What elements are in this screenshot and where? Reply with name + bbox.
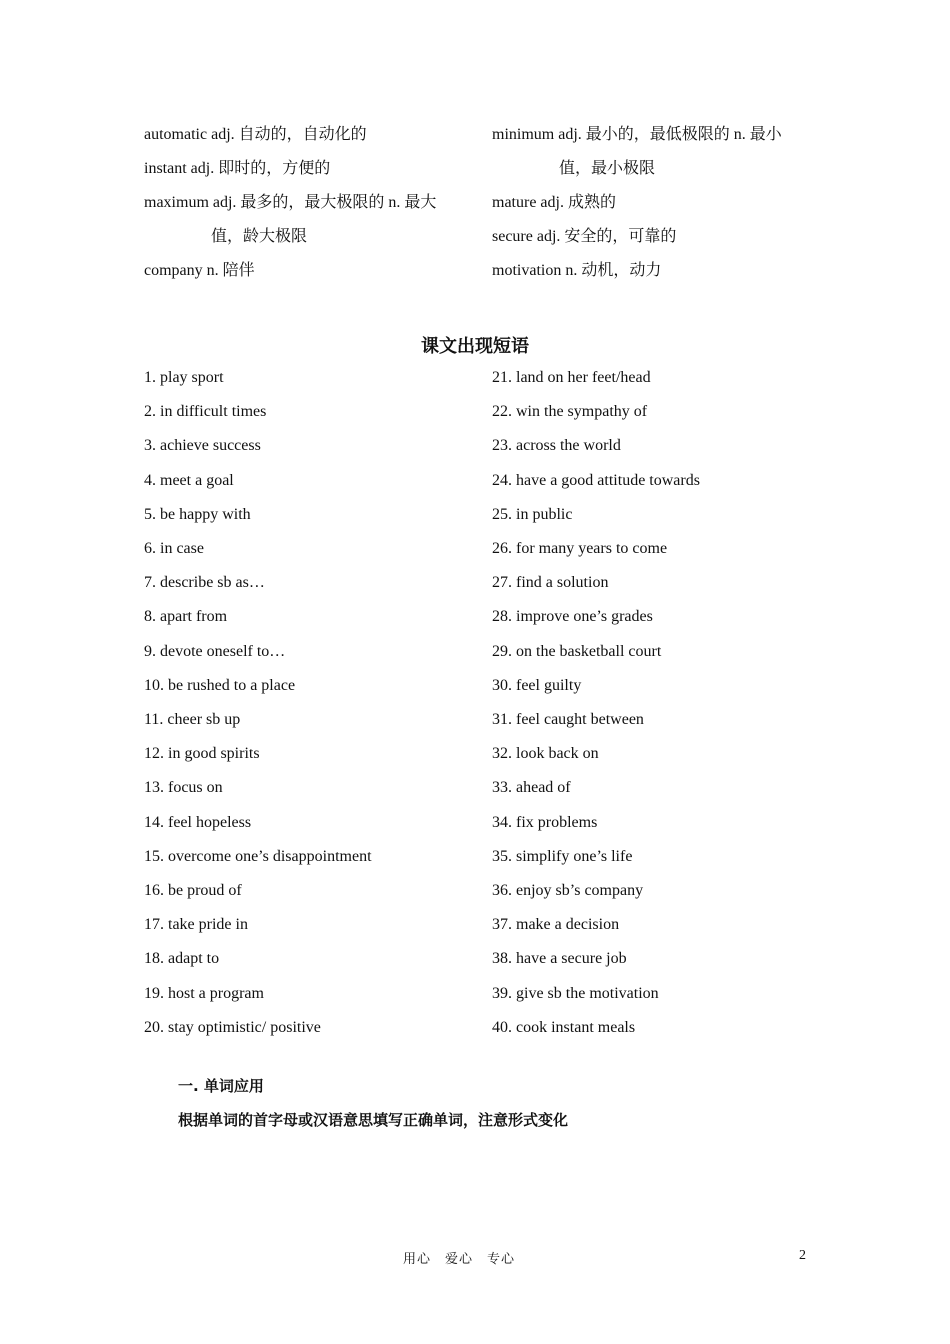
vocab-text: minimum adj. 最小的，最低极限的 n. 最小 [492,126,782,143]
phrase-item: 35. simplify one’s life [492,847,633,865]
phrase-item: 10. be rushed to a place [144,676,296,694]
phrase-item: 23. across the world [492,437,621,455]
phrase-row [144,366,824,400]
vocab-entry [144,124,484,146]
phrase-row [144,469,824,503]
phrase-item: 13. focus on [144,779,223,797]
phrase-item: 29. on the basketball court [492,642,662,660]
phrase-item: 19. host a program [144,984,264,1002]
phrase-item: 37. make a decision [492,916,620,934]
vocab-text: motivation n. 动机，动力 [492,262,662,279]
phrase-item: 4. meet a goal [144,471,234,489]
phrase-item: 25. in public [492,505,573,523]
phrase-row [144,434,824,468]
vocab-entry [492,192,822,214]
phrase-item: 7. describe sb as… [144,574,265,592]
phrase-item: 17. take pride in [144,916,248,934]
phrase-item: 11. cheer sb up [144,711,241,728]
phrase-row [144,913,824,947]
vocab-text: maximum adj. 最多的，最大极限的 n. 最大 [144,194,437,211]
vocabulary-column-left [144,124,484,294]
vocab-continuation: 值，龄大极限 [211,228,308,245]
phrase-item: 22. win the sympathy of [492,403,648,421]
phrase-item: 16. be proud of [144,882,242,899]
vocab-text: company n. 陪伴 [144,262,255,279]
phrase-item: 32. look back on [492,745,599,763]
phrase-item: 33. ahead of [492,779,571,797]
phrase-item: 24. have a good attitude towards [492,471,700,489]
phrase-item: 5. be happy with [144,505,251,523]
vocab-text: automatic adj. 自动的，自动化的 [144,126,367,143]
vocab-text: mature adj. 成熟的 [492,194,616,211]
phrase-row [144,605,824,639]
vocab-entry [144,158,484,180]
phrase-item: 21. land on her feet/head [492,369,651,386]
phrase-item: 3. achieve success [144,437,261,455]
phrase-item: 28. improve one’s grades [492,608,653,626]
page-number: 2 [799,1248,806,1263]
exercise-title: 一. 单词应用 [178,1077,264,1095]
phrase-row [144,879,824,913]
phrase-item: 8. apart from [144,608,228,626]
vocab-continuation: 值，最小极限 [559,160,656,177]
phrase-row [144,1016,824,1050]
vocab-entry [492,260,822,282]
phrase-item: 31. feel caught between [492,711,644,728]
phrase-item: 30. feel guilty [492,676,582,694]
phrase-item: 36. enjoy sb’s company [492,882,644,899]
vocab-entry [144,260,484,282]
phrase-item: 15. overcome one’s disappointment [144,847,372,865]
phrase-item: 18. adapt to [144,950,220,968]
phrase-item: 39. give sb the motivation [492,984,659,1002]
phrase-row [144,742,824,776]
phrase-row [144,503,824,537]
phrase-item: 34. fix problems [492,813,598,831]
phrase-row [144,674,824,708]
phrase-row [144,947,824,981]
phrase-item: 12. in good spirits [144,745,260,763]
phrase-row [144,708,824,742]
phrase-item: 40. cook instant meals [492,1018,636,1036]
vocab-entry [492,124,822,180]
phrase-item: 1. play sport [144,369,224,386]
vocab-entry [492,226,822,248]
phrase-row [144,571,824,605]
phrase-item: 14. feel hopeless [144,813,252,831]
phrase-row [144,640,824,674]
exercise-instruction: 根据单词的首字母或汉语意思填写正确单词，注意形式变化 [178,1111,569,1129]
phrase-row [144,811,824,845]
phrase-item: 27. find a solution [492,574,609,592]
phrase-item: 26. for many years to come [492,540,668,557]
phrase-item: 9. devote oneself to… [144,642,286,660]
phrase-row [144,982,824,1016]
vocabulary-column-right [492,124,822,294]
phrase-row [144,845,824,879]
footer-motto: 用心 爱心 专心 [403,1252,516,1267]
phrase-row [144,537,824,571]
phrase-item: 2. in difficult times [144,403,267,421]
vocab-text: secure adj. 安全的，可靠的 [492,228,677,245]
section-title: 课文出现短语 [421,336,529,357]
phrase-item: 6. in case [144,540,204,557]
phrase-item: 20. stay optimistic/ positive [144,1018,321,1036]
phrase-row [144,400,824,434]
vocab-text: instant adj. 即时的，方便的 [144,160,331,177]
phrase-row [144,776,824,810]
vocab-entry [144,192,484,248]
phrase-item: 38. have a secure job [492,950,627,968]
